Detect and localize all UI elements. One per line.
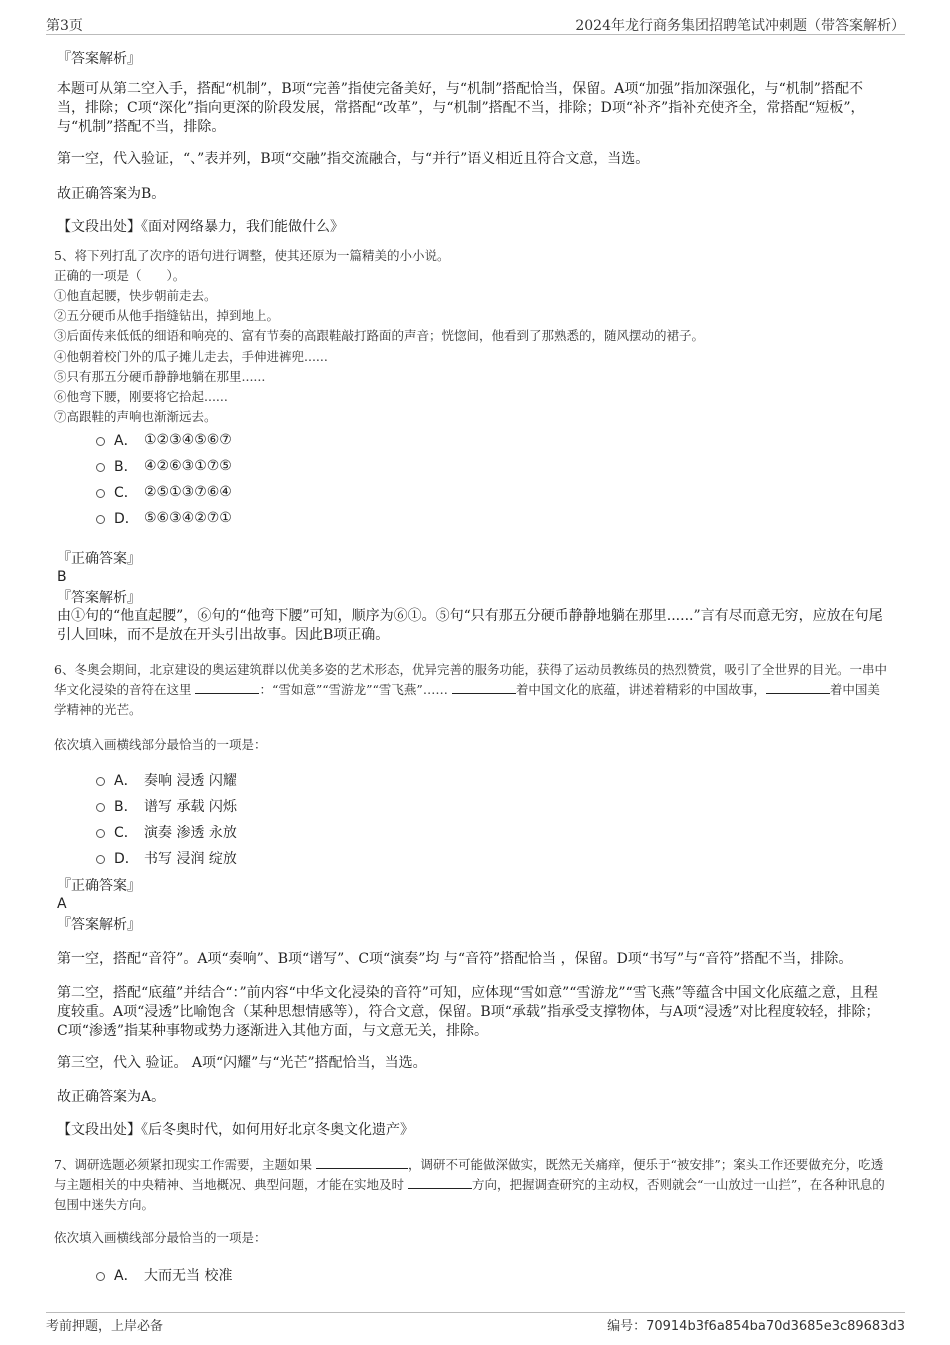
option-key: A． (114, 1268, 138, 1284)
blank-2 (408, 1176, 472, 1189)
q4-source: 【文段出处】《面对网络暴力，我们能做什么》 (57, 219, 344, 235)
blank-3 (766, 681, 830, 694)
q6-option-a[interactable] (96, 770, 237, 790)
q6-answer: A (57, 896, 67, 912)
document-title: 2024年龙行商务集团招聘笔试冲刺题（带答案解析） (575, 18, 905, 34)
option-text: ④②⑥③①⑦⑤ (144, 458, 232, 474)
q5-sentence-6: ⑥他弯下腰，刚要将它拾起...... (54, 389, 228, 404)
option-text: 书写 浸润 绽放 (144, 851, 237, 867)
q6-analysis-label: 『答案解析』 (57, 917, 141, 933)
option-key: B． (114, 459, 138, 475)
q5-option-c[interactable] (96, 482, 232, 502)
q6-source: 【文段出处】《后冬奥时代，如何用好北京冬奥文化遗产》 (57, 1122, 414, 1138)
q6-analysis-p2: 第二空，搭配“底蕴”并结合“：”前内容“中华文化浸染的音符”可知，应体现“雪如意”“雪游龙”“雪飞燕”等蕴含中国文化底蕴之意，且程度较重。A项“浸透”比喻饱含（某种思想情感等），符合文意，保留。B项“承载”指承受支撑物体，与A项“浸透”对比程度较轻，排除；C项“渗透”指某种事物或势力逐渐进入其他方面，与文意无关，排除。 (57, 985, 880, 1039)
q4-analysis-p3: 故正确答案为B。 (57, 186, 166, 202)
option-key: D． (114, 851, 139, 867)
footer-slogan: 考前押题，上岸必备 (46, 1319, 164, 1334)
radio-icon[interactable] (96, 803, 105, 812)
option-text: ②⑤①③⑦⑥④ (144, 484, 232, 500)
header-divider (46, 34, 905, 35)
q5-option-d[interactable] (96, 508, 232, 528)
q5-stem: 5、将下列打乱了次序的语句进行调整，使其还原为一篇精美的小小说。 (54, 248, 450, 263)
radio-icon[interactable] (96, 777, 105, 786)
radio-icon[interactable] (96, 515, 105, 524)
option-text: 大而无当 校准 (144, 1268, 233, 1284)
option-key: A． (114, 773, 138, 789)
option-key: D． (114, 511, 139, 527)
q6-ask: 依次填入画横线部分最恰当的一项是： (54, 737, 267, 752)
option-text: 奏响 浸透 闪耀 (144, 773, 237, 789)
q5-sentence-1: ①他直起腰，快步朝前走去。 (54, 288, 217, 303)
footer-divider (46, 1312, 905, 1313)
q6-option-c[interactable] (96, 822, 237, 842)
radio-icon[interactable] (96, 489, 105, 498)
option-text: 谱写 承载 闪烁 (144, 799, 237, 815)
q5-answer-label: 『正确答案』 (57, 551, 141, 567)
blank-1 (195, 681, 259, 694)
q5-ask: 正确的一项是（ ）。 (54, 268, 186, 283)
option-key: C． (114, 485, 138, 501)
radio-icon[interactable] (96, 437, 105, 446)
q5-sentence-7: ⑦高跟鞋的声响也渐渐远去。 (54, 409, 217, 424)
q5-option-b[interactable] (96, 456, 232, 476)
blank-2 (452, 681, 516, 694)
q7-ask: 依次填入画横线部分最恰当的一项是： (54, 1230, 267, 1245)
blank-1 (316, 1156, 408, 1169)
q5-option-a[interactable] (96, 430, 232, 450)
q7-option-a[interactable] (96, 1265, 232, 1285)
q7-stem: 7、调研选题必须紧扣现实工作需要，主题如果 ，调研不可能做深做实，既然无关痛痒，便乐于“被安排”；案头工作还要做充分，吃透与主题相关的中央精神、当地概况、典型问题，才能在实地及时 方向，把握调查研究的主动权，否则就会“一山放过一山拦”，在各种讯息的包围中迷失方向。 (54, 1157, 885, 1212)
q6-analysis-p1: 第一空，搭配“音符”。A项“奏响”、B项“谱写”、C项“演奏”均 与“音符”搭配恰当 ，保留。D项“书写”与“音符”搭配不当，排除。 (57, 951, 853, 967)
option-key: C． (114, 825, 138, 841)
q5-sentence-2: ②五分硬币从他手指缝钻出，掉到地上。 (54, 308, 280, 323)
q6-option-d[interactable] (96, 848, 237, 868)
q5-sentence-5: ⑤只有那五分硬币静静地躺在那里...... (54, 369, 266, 384)
q5-answer: B (57, 569, 67, 585)
q5-sentence-3: ③后面传来低低的细语和响亮的、富有节奏的高跟鞋敲打路面的声音；恍惚间，他看到了那熟悉的，随风摆动的裙子。 (54, 328, 705, 343)
q6-answer-label: 『正确答案』 (57, 878, 141, 894)
option-key: A． (114, 433, 138, 449)
q5-analysis-label: 『答案解析』 (57, 590, 141, 606)
q6-option-b[interactable] (96, 796, 237, 816)
option-text: 演奏 渗透 永放 (144, 825, 237, 841)
q5-analysis: 由①句的“他直起腰”，⑥句的“他弯下腰”可知，顺序为⑥①。⑤句“只有那五分硬币静静地躺在那里......”言有尽而意无穷，应放在句尾引人回味，而不是放在开头引出故事。因此B项正确。 (57, 608, 883, 643)
q6-stem: 6、冬奥会期间，北京建设的奥运建筑群以优美多姿的艺术形态，优异完善的服务功能，获得了运动员教练员的热烈赞赏，吸引了全世界的目光。一串中华文化浸染的音符在这里 ：“雪如意”“雪游龙”“雪飞燕”…… 着中国文化的底蕴，讲述着精彩的中国故事， 着中国美学精神的光芒。 (54, 662, 887, 717)
option-text: ①②③④⑤⑥⑦ (144, 432, 232, 448)
q4-analysis-label: 『答案解析』 (57, 51, 141, 67)
radio-icon[interactable] (96, 829, 105, 838)
q6-analysis-p4: 故正确答案为A。 (57, 1089, 166, 1105)
document-code: 编号：70914b3f6a854ba70d3685e3c89683d3 (607, 1319, 905, 1334)
option-key: B． (114, 799, 138, 815)
q5-sentence-4: ④他朝着校门外的瓜子摊儿走去，手伸进裤兜...... (54, 349, 328, 364)
q4-analysis-p1: 本题可从第二空入手，搭配“机制”，B项“完善”指使完备美好，与“机制”搭配恰当，保留。A项“加强”指加深强化，与“机制”搭配不当，排除；C项“深化”指向更深的阶段发展，常搭配“改革”，与“机制”搭配不当，排除；D项“补齐”指补充使齐全，常搭配“短板”，与“机制”搭配不当，排除。 (57, 81, 865, 135)
radio-icon[interactable] (96, 855, 105, 864)
page-number: 第3页 (46, 18, 83, 34)
option-text: ⑤⑥③④②⑦① (144, 510, 232, 526)
radio-icon[interactable] (96, 1272, 105, 1281)
q4-analysis-p2: 第一空，代入验证，“、”表并列，B项“交融”指交流融合，与“并行”语义相近且符合文意，当选。 (57, 151, 650, 167)
q6-analysis-p3: 第三空，代入 验证。 A项“闪耀”与“光芒”搭配恰当，当选。 (57, 1055, 427, 1071)
radio-icon[interactable] (96, 463, 105, 472)
